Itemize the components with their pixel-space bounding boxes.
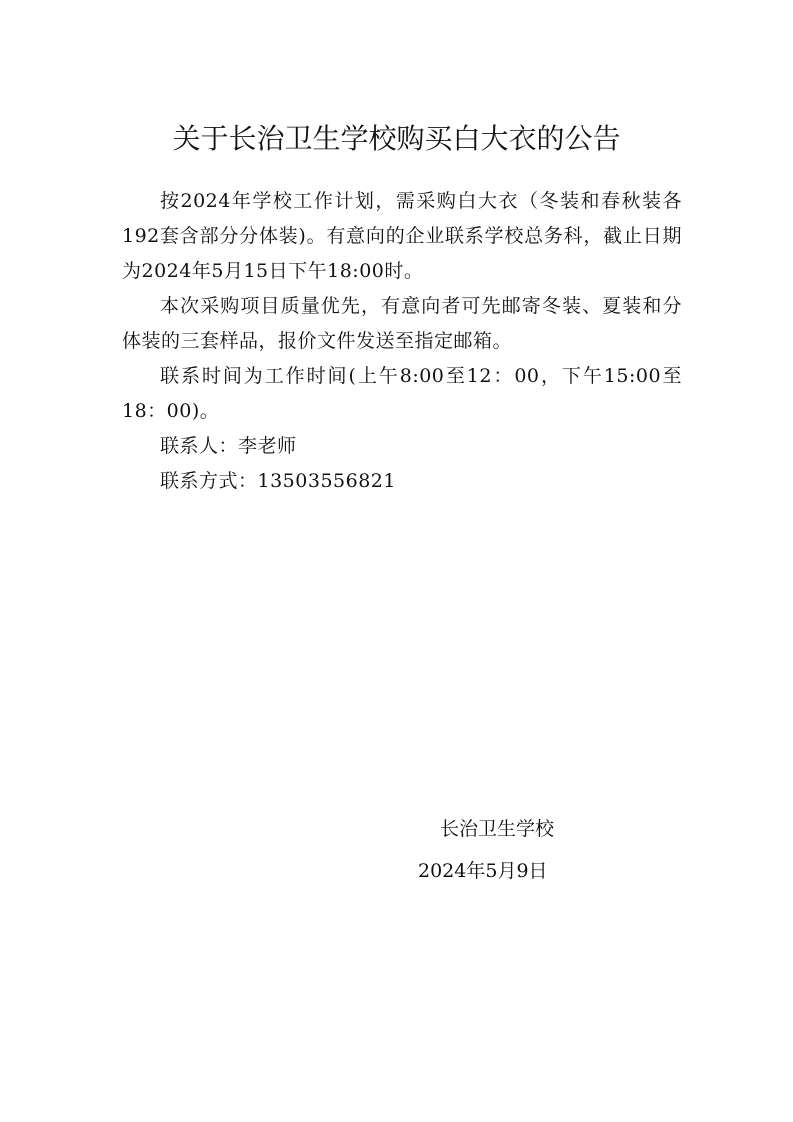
document-body xyxy=(122,184,682,499)
signature-organization: 长治卫生学校 xyxy=(440,818,555,840)
signature-date: 2024年5月9日 xyxy=(418,860,548,882)
paragraph-purchase-plan: 按2024年学校工作计划，需采购白大衣（冬装和春秋装各192套含部分分体装)。有意向的企业联系学校总务科，截止日期为2024年5月15日下午18:00时。 xyxy=(122,190,682,282)
paragraph-sample-requirement: 本次采购项目质量优先，有意向者可先邮寄冬装、夏装和分体装的三套样品，报价文件发送至指定邮箱。 xyxy=(122,295,682,352)
document-title: 关于长治卫生学校购买白大衣的公告 xyxy=(172,121,621,155)
paragraph-contact-phone: 联系方式：13503556821 xyxy=(160,470,396,492)
paragraph-contact-hours: 联系时间为工作时间(上午8:00至12：00，下午15:00至18：00)。 xyxy=(122,365,682,422)
paragraph-contact-person: 联系人：李老师 xyxy=(160,435,297,457)
